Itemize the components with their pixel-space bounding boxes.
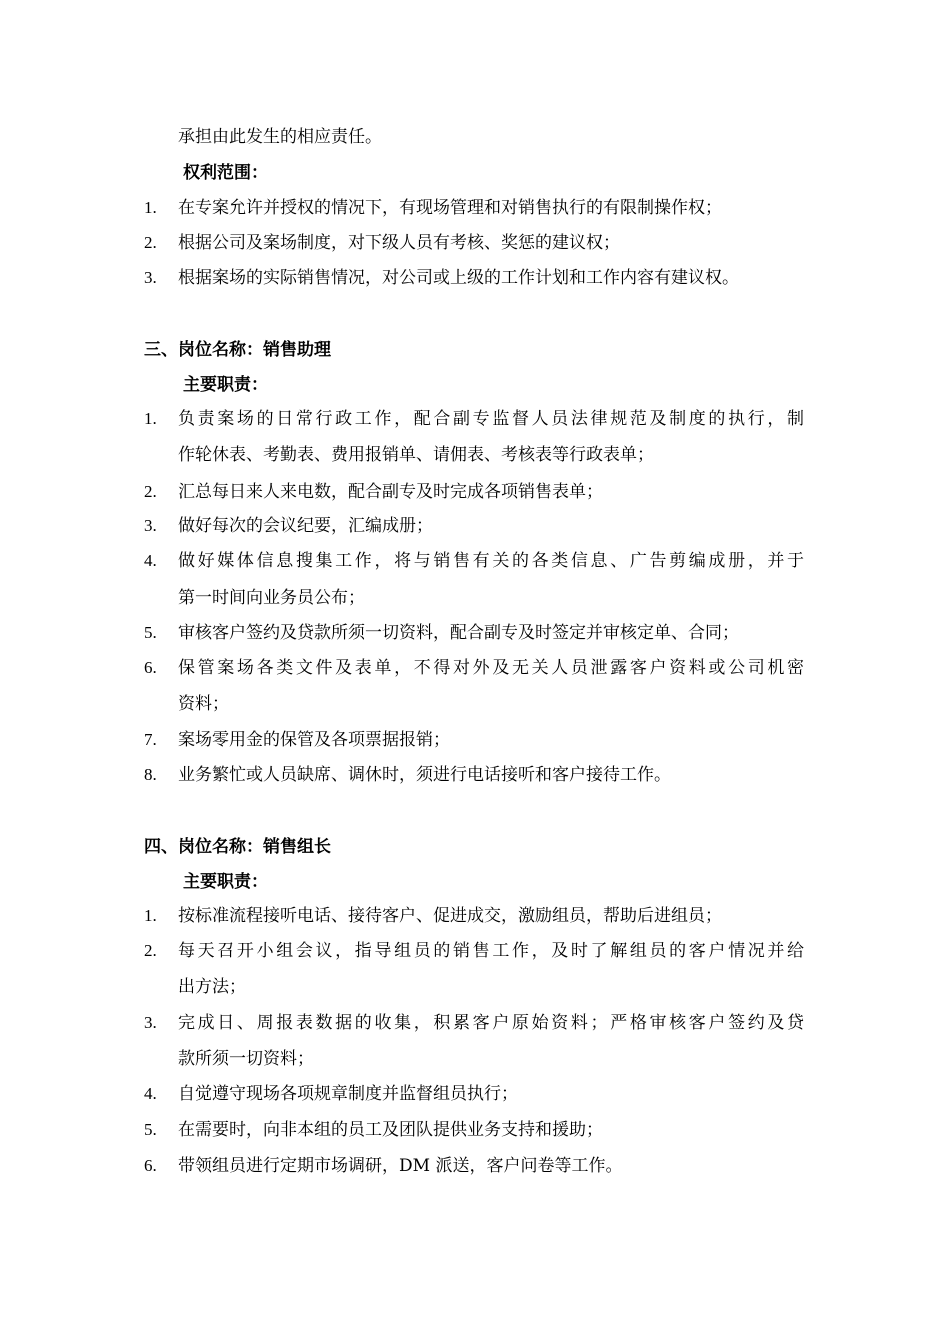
item-text: 带领组员进行定期市场调研，DM 派送，客户问卷等工作。 (178, 1156, 623, 1176)
item-text: 在专案允许并授权的情况下，有现场管理和对销售执行的有限制操作权； (178, 198, 722, 218)
item-number: 5. (144, 1120, 157, 1139)
section-heading: 四、岗位名称：销售组长 (144, 837, 331, 857)
section-heading: 三、岗位名称：销售助理 (144, 340, 331, 360)
item-number: 2. (144, 233, 157, 252)
item-number: 5. (144, 623, 157, 642)
item-text: 在需要时，向非本组的员工及团队提供业务支持和援助； (178, 1120, 603, 1140)
duties-title: 主要职责： (183, 872, 268, 892)
item-text: 根据案场的实际销售情况，对公司或上级的工作计划和工作内容有建议权。 (178, 268, 739, 288)
item-number: 4. (144, 551, 157, 570)
item-text: 根据公司及案场制度，对下级人员有考核、奖惩的建议权； (178, 233, 620, 253)
item-text: 自觉遵守现场各项规章制度并监督组员执行； (178, 1084, 518, 1104)
item-number: 3. (144, 268, 157, 287)
item-text: 资料； (178, 694, 229, 714)
item-number: 6. (144, 658, 157, 677)
continuation-text: 承担由此发生的相应责任。 (178, 127, 382, 147)
item-text: 按标准流程接听电话、接待客户、促进成交，激励组员，帮助后进组员； (178, 906, 722, 926)
item-text: 出方法； (178, 977, 246, 997)
item-text: 做好每次的会议纪要，汇编成册； (178, 516, 433, 536)
item-text: 每天召开小组会议，指导组员的销售工作，及时了解组员的客户情况并给 (178, 941, 804, 961)
item-text: 业务繁忙或人员缺席、调休时，须进行电话接听和客户接待工作。 (178, 765, 671, 785)
item-number: 3. (144, 1013, 157, 1032)
item-number: 1. (144, 906, 157, 925)
item-number: 1. (144, 409, 157, 428)
item-text: 作轮休表、考勤表、费用报销单、请佣表、考核表等行政表单； (178, 445, 654, 465)
item-text: 款所须一切资料； (178, 1049, 314, 1069)
item-text: 负责案场的日常行政工作，配合副专监督人员法律规范及制度的执行，制 (178, 409, 804, 429)
item-number: 4. (144, 1084, 157, 1103)
item-text: 审核客户签约及贷款所须一切资料，配合副专及时签定并审核定单、合同； (178, 623, 739, 643)
item-text: 第一时间向业务员公布； (178, 588, 365, 608)
item-number: 3. (144, 516, 157, 535)
item-text: 完成日、周报表数据的收集，积累客户原始资料；严格审核客户签约及贷 (178, 1013, 804, 1033)
item-number: 1. (144, 198, 157, 217)
item-text: 案场零用金的保管及各项票据报销； (178, 730, 450, 750)
item-number: 2. (144, 482, 157, 501)
rights-title: 权利范围： (183, 163, 268, 183)
item-number: 8. (144, 765, 157, 784)
item-number: 7. (144, 730, 157, 749)
item-number: 2. (144, 941, 157, 960)
item-text: 做好媒体信息搜集工作，将与销售有关的各类信息、广告剪编成册，并于 (178, 551, 804, 571)
item-text: 保管案场各类文件及表单，不得对外及无关人员泄露客户资料或公司机密 (178, 658, 804, 678)
item-text: 汇总每日来人来电数，配合副专及时完成各项销售表单； (178, 482, 603, 502)
duties-title: 主要职责： (183, 375, 268, 395)
item-number: 6. (144, 1156, 157, 1175)
